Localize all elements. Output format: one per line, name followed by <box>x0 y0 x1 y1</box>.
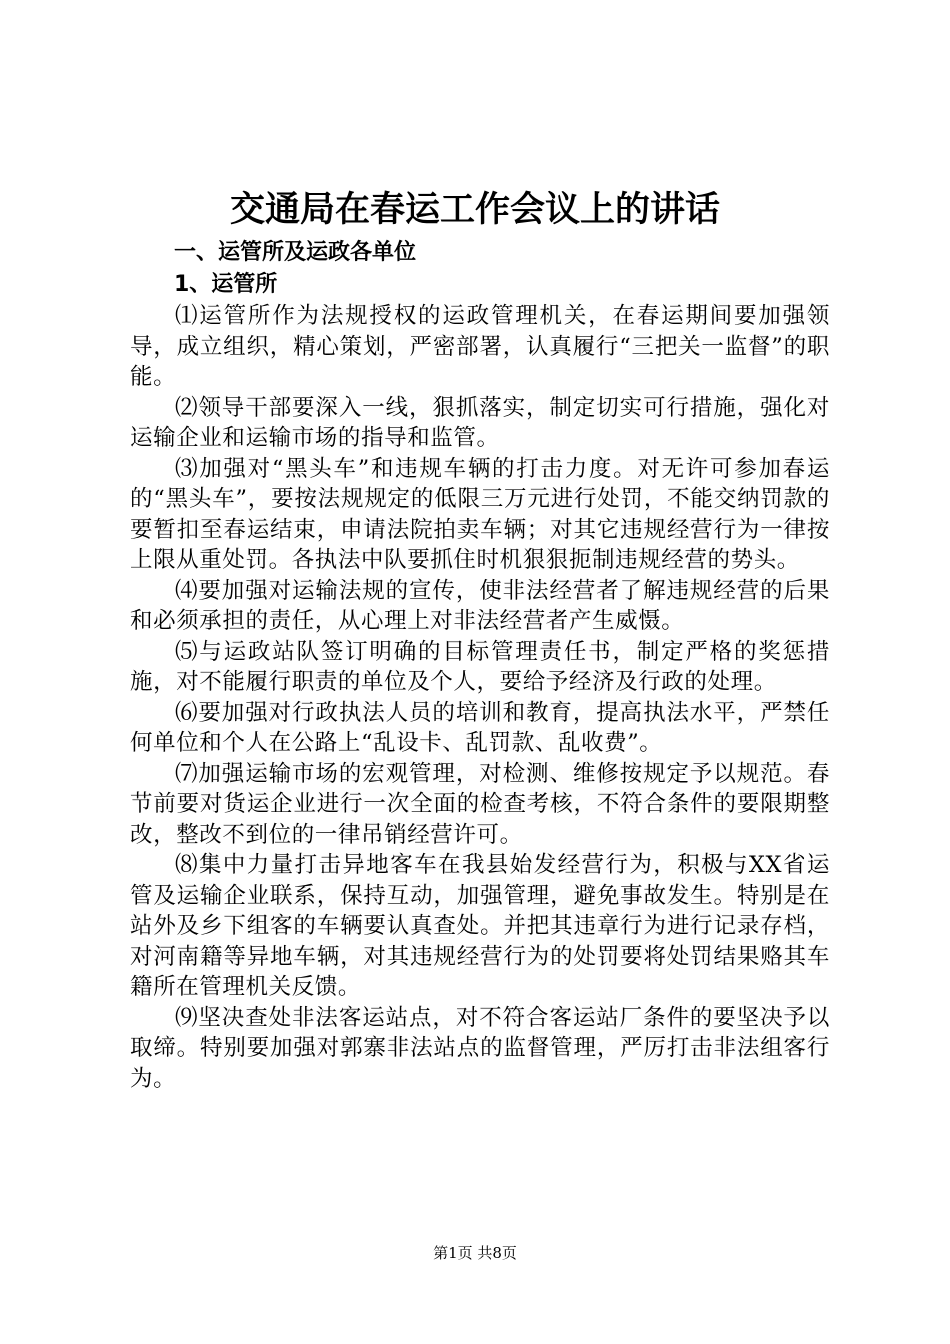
document-body <box>130 301 830 1094</box>
page-footer: 第1页 共8页 <box>433 1244 517 1262</box>
paragraph-item-9: ⑼坚决查处非法客运站点，对不符合客运站厂条件的要坚决予以取缔。特别要加强对郭寨非法站点的监督管理，严厉打击非法组客行为。 <box>130 1004 830 1092</box>
paragraph-item-1: ⑴运管所作为法规授权的运政管理机关，在春运期间要加强领导，成立组织，精心策划，严密部署，认真履行“三把关一监督”的职能。 <box>130 303 830 390</box>
paragraph-item-2: ⑵领导干部要深入一线，狠抓落实，制定切实可行措施，强化对运输企业和运输市场的指导和监管。 <box>130 394 830 451</box>
paragraph-item-3: ⑶加强对“黑头车”和违规车辆的打击力度。对无许可参加春运的“黑头车”，要按法规规定的低限三万元进行处罚，不能交纳罚款的要暂扣至春运结束，申请法院拍卖车辆；对其它违规经营行为一律按上限从重处罚。各执法中队要抓住时机狠狠扼制违规经营的势头。 <box>130 455 830 573</box>
subsection-heading: 1、运管所 <box>174 272 278 297</box>
paragraph-item-5: ⑸与运政站队签订明确的目标管理责任书，制定严格的奖惩措施，对不能履行职责的单位及个人，要给予经济及行政的处理。 <box>130 638 830 695</box>
paragraph-item-8: ⑻集中力量打击异地客车在我县始发经营行为，积极与XX省运管及运输企业联系，保持互动，加强管理，避免事故发生。特别是在站外及乡下组客的车辆要认真查处。并把其违章行为进行记录存档，对河南籍等异地车辆，对其违规经营行为的处罚要将处罚结果赂其车籍所在管理机关反馈。 <box>130 852 830 1000</box>
section-heading: 一、运管所及运政各单位 <box>174 240 417 265</box>
paragraph-item-7: ⑺加强运输市场的宏观管理，对检测、维修按规定予以规范。春节前要对货运企业进行一次全面的检查考核，不符合条件的要限期整改，整改不到位的一律吊销经营许可。 <box>130 760 830 848</box>
paragraph-item-6: ⑹要加强对行政执法人员的培训和教育，提高执法水平，严禁任何单位和个人在公路上“乱设卡、乱罚款、乱收费”。 <box>130 699 830 756</box>
paragraph-item-4: ⑷要加强对运输法规的宣传，使非法经营者了解违规经营的后果和必须承担的责任，从心理上对非法经营者产生威慑。 <box>130 577 830 634</box>
document-title: 交通局在春运工作会议上的讲话 <box>229 190 720 230</box>
